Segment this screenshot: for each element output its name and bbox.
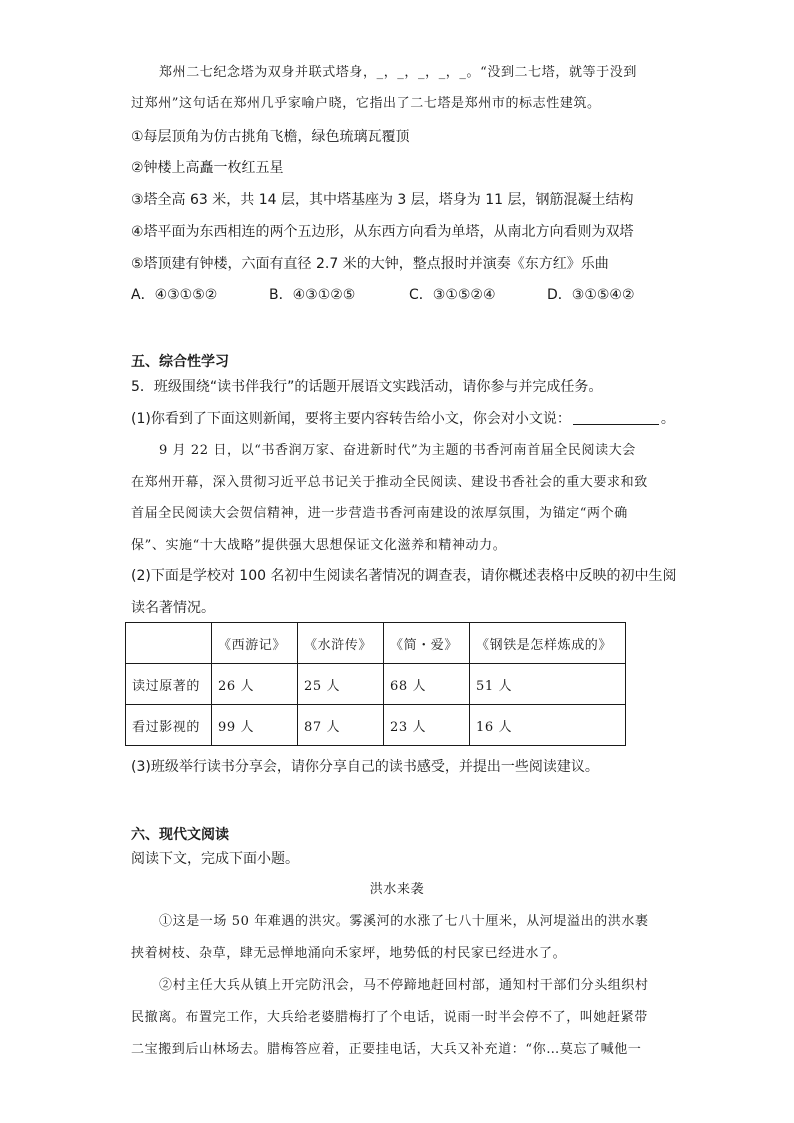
q4-intro-line1: 郑州二七纪念塔为双身并联式塔身，_，_，_，_，_。“没到二七塔，就等于没到 [159, 65, 637, 80]
article-paragraph-line: ②村主任大兵从镇上开完防汛会，马不停蹄地赶回村部，通知村干部们分头组织村 [159, 978, 649, 993]
section6-instruction: 阅读下文，完成下面小题。 [131, 851, 299, 867]
q5-sub3: (3)班级举行读书分享会，请你分享自己的读书感受，并提出一些阅读建议。 [131, 759, 599, 775]
article-paragraph-line: 民撤离。布置完工作，大兵给老婆腊梅打了个电话，说雨一时半会停不了，叫她赶紧带 [131, 1010, 648, 1025]
q5-sub1 [131, 409, 675, 429]
q4-item-5: ⑤塔顶建有钟楼，六面有直径 2.7 米的大钟，整点报时并演奏《东方红》乐曲 [131, 256, 609, 272]
table-header-cell: 《简・爱》 [384, 623, 470, 664]
article-paragraph-line: 挟着树枝、杂草，肆无忌惮地涌向禾家坪，地势低的村民家已经进水了。 [131, 946, 567, 961]
table-cell: 99 人 [212, 705, 298, 746]
q5-sub2-line2: 读名著情况。 [131, 600, 215, 616]
table-row [126, 664, 626, 705]
news-line-1: 9 月 22 日，以“书香润万家、奋进新时代”为主题的书香河南首届全民阅读大会 [159, 443, 636, 458]
table-row-label: 读过原著的 [126, 664, 212, 705]
table-cell: 51 人 [470, 664, 626, 705]
table-cell: 25 人 [298, 664, 384, 705]
section5-heading: 五、综合性学习 [131, 354, 229, 370]
q5-sub1-prefix: (1)你看到了下面这则新闻，要将主要内容转告给小文，你会对小文说： [131, 411, 571, 427]
q5-sub2-line1: (2)下面是学校对 100 名初中生阅读名著情况的调查表，请你概述表格中反映的初中生阅 [131, 568, 677, 584]
option-a[interactable]: A．④③①⑤② [131, 287, 218, 303]
q4-intro-line2: 过郑州”这句话在郑州几乎家喻户晓，它指出了二七塔是郑州市的标志性建筑。 [131, 96, 601, 111]
q5-sub1-suffix: 。 [660, 411, 675, 427]
table-row [126, 705, 626, 746]
table-cell: 68 人 [384, 664, 470, 705]
news-line-3: 首届全民阅读大会贺信精神，进一步营造书香河南建设的浓厚氛围，为锚定“两个确 [131, 506, 628, 521]
table-cell: 26 人 [212, 664, 298, 705]
table-row-label: 看过影视的 [126, 705, 212, 746]
q5-question: 5．班级围绕“读书伴我行”的话题开展语文实践活动，请你参与并完成任务。 [131, 379, 603, 395]
survey-table [125, 622, 626, 746]
table-header-cell: 《钢铁是怎样炼成的》 [470, 623, 626, 664]
q4-item-3: ③塔全高 63 米，共 14 层，其中塔基座为 3 层，塔身为 11 层，钢筋混凝土结构 [131, 192, 634, 208]
article-paragraph-line: 二宝搬到后山林场去。腊梅答应着，正要挂电话，大兵又补充道：“你…莫忘了喊他一 [131, 1042, 642, 1057]
section6-heading: 六、现代文阅读 [131, 827, 229, 843]
option-b[interactable]: B．④③①②⑤ [269, 287, 356, 303]
q4-options [131, 285, 635, 305]
table-header-cell: 《西游记》 [212, 623, 298, 664]
news-line-2: 在郑州开幕，深入贯彻习近平总书记关于推动全民阅读、建设书香社会的重大要求和致 [131, 475, 648, 490]
article-paragraph-line: ①这是一场 50 年难遇的洪灾。雾溪河的水涨了七八十厘米，从河堤溢出的洪水裹 [159, 914, 649, 929]
option-c[interactable]: C．③①⑤②④ [409, 287, 496, 303]
article-title: 洪水来袭 [369, 882, 425, 897]
q4-item-2: ②钟楼上高矗一枚红五星 [131, 160, 284, 176]
q4-item-4: ④塔平面为东西相连的两个五边形，从东西方向看为单塔，从南北方向看则为双塔 [131, 224, 634, 240]
table-header-cell: 《水浒传》 [298, 623, 384, 664]
table-cell: 23 人 [384, 705, 470, 746]
option-d[interactable]: D．③①⑤④② [547, 287, 635, 303]
answer-blank[interactable] [573, 410, 659, 425]
news-line-4: 保”、实施“十大战略”提供强大思想保证文化滋养和精神动力。 [131, 538, 507, 553]
table-header-cell [126, 623, 212, 664]
table-cell: 87 人 [298, 705, 384, 746]
q4-item-1: ①每层顶角为仿古挑角飞檐，绿色琉璃瓦覆顶 [131, 129, 410, 145]
table-header-row [126, 623, 626, 664]
table-cell: 16 人 [470, 705, 626, 746]
